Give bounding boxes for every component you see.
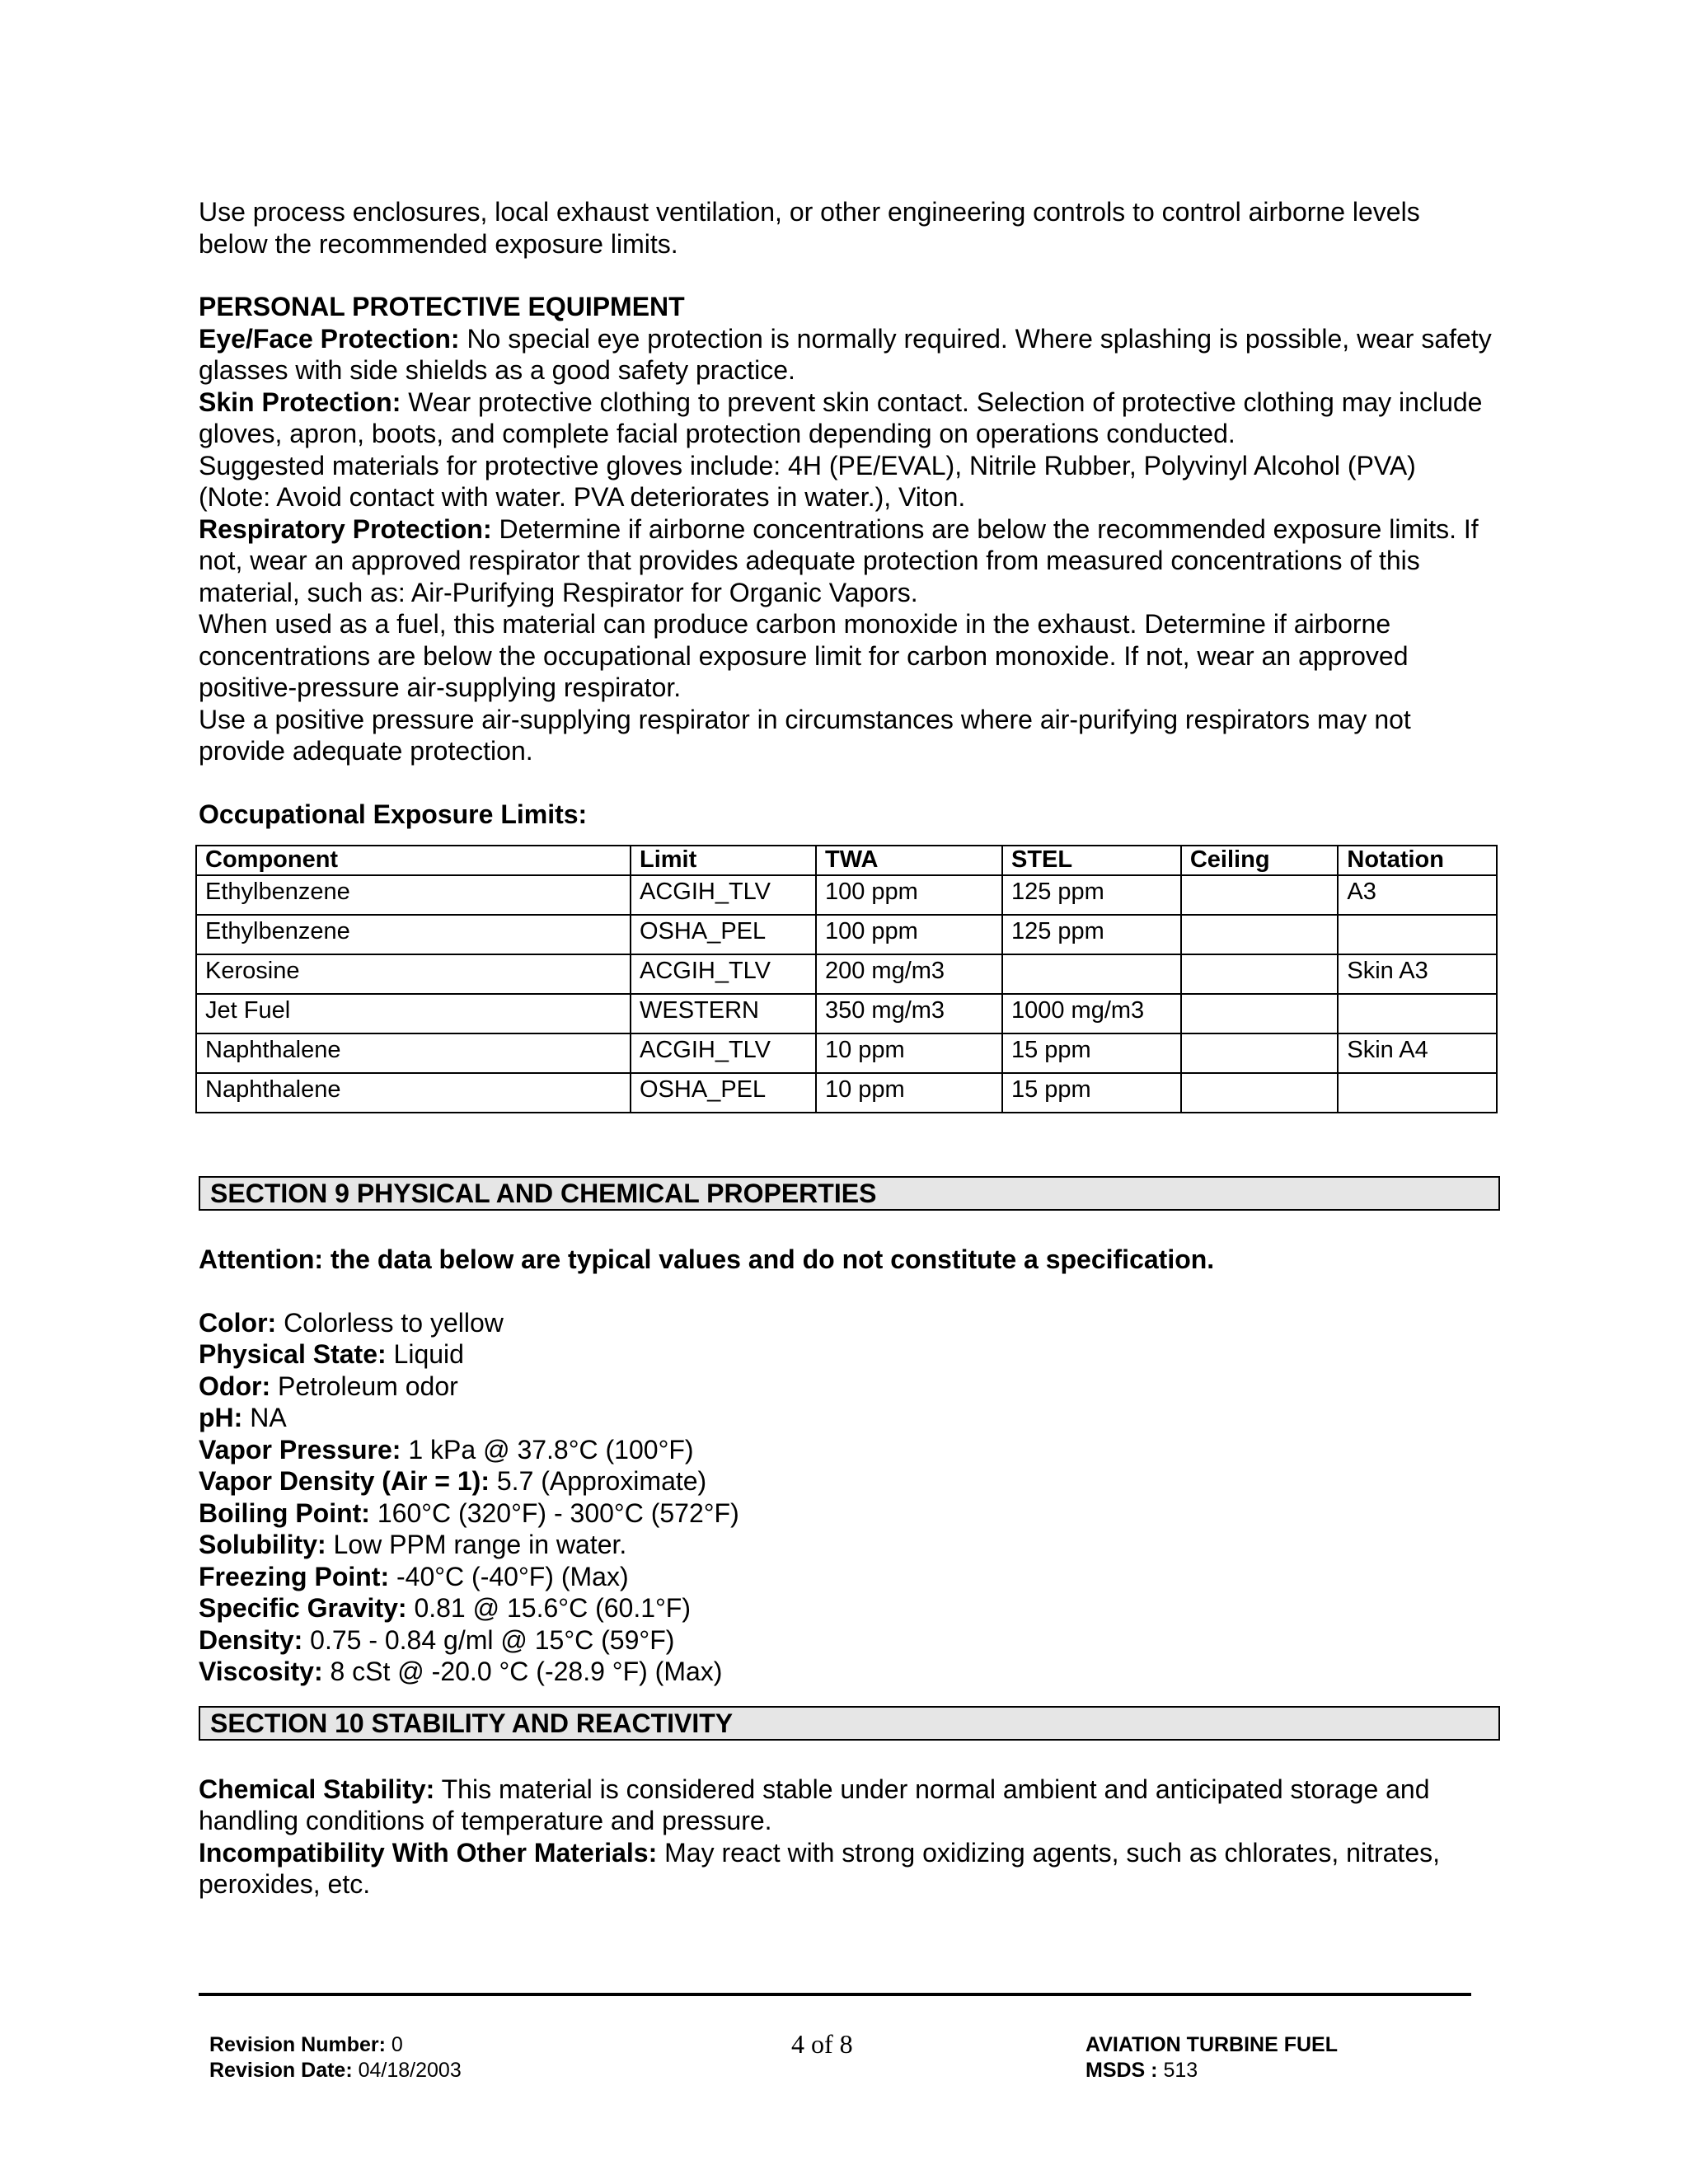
table-cell (1338, 994, 1497, 1033)
table-cell (1181, 1033, 1339, 1073)
chemical-stability (199, 1774, 1493, 1837)
incompatibility (199, 1837, 1493, 1900)
property-color: Color: Colorless to yellow (199, 1307, 504, 1338)
table-cell: Naphthalene (196, 1073, 631, 1113)
positive-pressure-text: Use a positive pressure air-supplying respirator in circumstances where air-purifying respirators may not provide adequate protection. (199, 704, 1411, 766)
respiratory-protection (199, 513, 1493, 609)
table-cell (1181, 994, 1339, 1033)
table-cell: 10 ppm (816, 1073, 1002, 1113)
footer-revision (209, 2032, 462, 2083)
table-cell: 125 ppm (1002, 915, 1181, 954)
table-cell: 15 ppm (1002, 1033, 1181, 1073)
table-cell (1181, 875, 1339, 915)
table-cell (1181, 954, 1339, 994)
property-vapor-pressure: Vapor Pressure: 1 kPa @ 37.8°C (100°F) (199, 1434, 694, 1465)
table-row (196, 994, 1497, 1033)
table-cell: Naphthalene (196, 1033, 631, 1073)
table-cell: OSHA_PEL (631, 1073, 816, 1113)
product-name: AVIATION TURBINE FUEL (1085, 2033, 1339, 2056)
table-row (196, 1033, 1497, 1073)
attention-note: Attention: the data below are typical values and do not constitute a specification. (199, 1244, 1215, 1274)
table-cell (1181, 1073, 1339, 1113)
table-cell: Jet Fuel (196, 994, 631, 1033)
skin-protection-text: Wear protective clothing to prevent skin contact. Selection of protective clothing may include gloves, apron, boots, and complete facial protection depending on operations conducted. (199, 387, 1483, 448)
table-cell: ACGIH_TLV (631, 875, 816, 915)
incompatibility-label: Incompatibility With Other Materials: (199, 1837, 658, 1868)
column-header: STEL (1002, 846, 1181, 875)
ppe-heading: PERSONAL PROTECTIVE EQUIPMENT (199, 292, 685, 321)
table-header-row (196, 846, 1497, 875)
gloves-text: Suggested materials for protective gloves include: 4H (PE/EVAL), Nitrile Rubber, Polyvinyl Alcohol (PVA) (Note: Avoid contact with water. PVA deteriorates in water.), Viton. (199, 450, 1416, 512)
skin-protection-label: Skin Protection: (199, 387, 401, 417)
physical-properties-list (199, 1307, 1493, 1688)
column-header: TWA (816, 846, 1002, 875)
revision-date: Revision Date: 04/18/2003 (209, 2059, 462, 2082)
engineering-controls-text: Use process enclosures, local exhaust ventilation, or other engineering controls to control airborne levels below the recommended exposure limits. (199, 197, 1420, 259)
property-solubility: Solubility: Low PPM range in water. (199, 1530, 627, 1559)
table-cell: 10 ppm (816, 1033, 1002, 1073)
property-specific-gravity: Specific Gravity: 0.81 @ 15.6°C (60.1°F) (199, 1593, 691, 1623)
table-cell: Kerosine (196, 954, 631, 994)
property-boiling-point: Boiling Point: 160°C (320°F) - 300°C (572°F) (199, 1497, 739, 1528)
respiratory-protection-text: Determine if airborne concentrations are below the recommended exposure limits. If not, wear an approved respirator that provides adequate protection from measured concentrations of this material, such as: Air-Purifying Respirator for Organic Vapors. (199, 513, 1479, 607)
property-ph: pH: NA (199, 1403, 287, 1432)
table-row (196, 915, 1497, 954)
table-cell: Skin A4 (1338, 1033, 1497, 1073)
table-cell: 200 mg/m3 (816, 954, 1002, 994)
table-cell (1181, 915, 1339, 954)
table-cell: 350 mg/m3 (816, 994, 1002, 1033)
table-cell: 1000 mg/m3 (1002, 994, 1181, 1033)
property-freezing-point: Freezing Point: -40°C (-40°F) (Max) (199, 1561, 629, 1591)
table-cell: 100 ppm (816, 875, 1002, 915)
section-10-header: SECTION 10 STABILITY AND REACTIVITY (199, 1706, 1500, 1741)
section-9-header: SECTION 9 PHYSICAL AND CHEMICAL PROPERTIES (199, 1176, 1500, 1211)
property-vapor-density: Vapor Density (Air = 1): 5.7 (Approximate) (199, 1466, 707, 1496)
chemical-stability-label: Chemical Stability: (199, 1774, 435, 1804)
chemical-stability-text: This material is considered stable under normal ambient and anticipated storage and handling conditions of temperature and pressure. (199, 1774, 1430, 1835)
oel-heading: Occupational Exposure Limits: (199, 799, 588, 829)
table-row (196, 1073, 1497, 1113)
eye-protection-label: Eye/Face Protection: (199, 323, 460, 354)
table-cell (1338, 915, 1497, 954)
footer-product (1085, 2032, 1338, 2083)
revision-number: Revision Number: 0 (209, 2033, 403, 2056)
exposure-limits-table (195, 845, 1498, 1113)
footer-divider (199, 1993, 1471, 1996)
table-cell: Ethylbenzene (196, 915, 631, 954)
incompatibility-text: May react with strong oxidizing agents, such as chlorates, nitrates, peroxides, etc. (199, 1837, 1440, 1899)
table-cell: 100 ppm (816, 915, 1002, 954)
eye-protection-text: No special eye protection is normally required. Where splashing is possible, wear safety glasses with side shields as a good safety practice. (199, 323, 1492, 385)
document-page (199, 196, 1493, 1900)
table-row (196, 954, 1497, 994)
property-viscosity: Viscosity: 8 cSt @ -20.0 °C (-28.9 °F) (Max) (199, 1657, 723, 1686)
property-odor: Odor: Petroleum odor (199, 1371, 458, 1401)
property-density: Density: 0.75 - 0.84 g/ml @ 15°C (59°F) (199, 1624, 675, 1655)
column-header: Component (196, 846, 631, 875)
eye-protection (199, 323, 1493, 387)
property-physical-state: Physical State: Liquid (199, 1339, 464, 1369)
table-cell: 15 ppm (1002, 1073, 1181, 1113)
column-header: Notation (1338, 846, 1497, 875)
table-cell (1002, 954, 1181, 994)
table-cell: Skin A3 (1338, 954, 1497, 994)
table-row (196, 875, 1497, 915)
respiratory-protection-label: Respiratory Protection: (199, 513, 492, 544)
table-cell: ACGIH_TLV (631, 1033, 816, 1073)
table-cell: 125 ppm (1002, 875, 1181, 915)
table-cell: Ethylbenzene (196, 875, 631, 915)
table-cell: A3 (1338, 875, 1497, 915)
page-number: 4 of 8 (791, 2029, 853, 2059)
table-cell: WESTERN (631, 994, 816, 1033)
column-header: Ceiling (1181, 846, 1339, 875)
table-cell (1338, 1073, 1497, 1113)
fuel-carbon-monoxide-text: When used as a fuel, this material can produce carbon monoxide in the exhaust. Determine if airborne concentrations are below the occupational exposure limit for carbon monoxide. If not, wear an approved positive-pressure air-supplying respirator. (199, 609, 1409, 702)
column-header: Limit (631, 846, 816, 875)
skin-protection (199, 387, 1493, 450)
msds-number: MSDS : 513 (1085, 2059, 1198, 2082)
table-cell: ACGIH_TLV (631, 954, 816, 994)
table-cell: OSHA_PEL (631, 915, 816, 954)
